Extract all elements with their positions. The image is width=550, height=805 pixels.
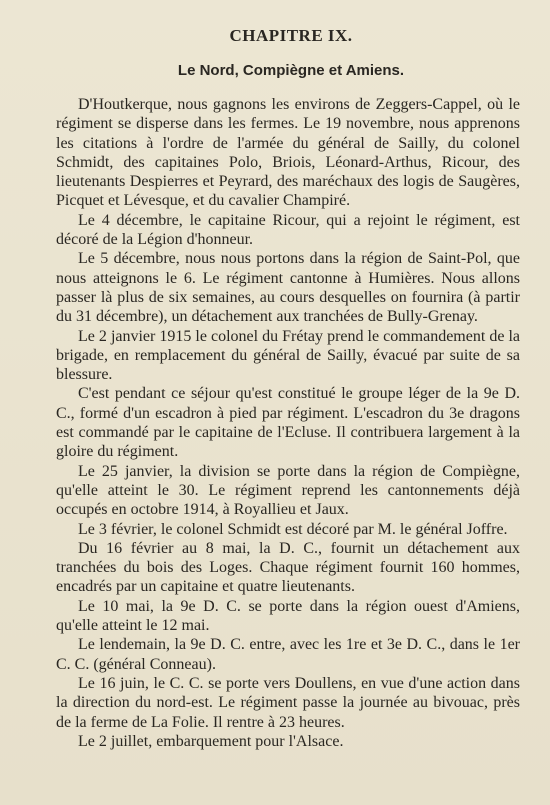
section-title: Le Nord, Compiègne et Amiens.: [177, 62, 405, 79]
chapter-body: [56, 95, 520, 751]
paragraph: Le 3 février, le colonel Schmidt est décoré par M. le général Joffre.: [78, 520, 508, 538]
paragraph: Du 16 février au 8 mai, la D. C., fournit un détachement aux tranchées du bois des Loges. Chaque régiment fournit 160 hommes, encadrés par un capitaine et quatre lieutenants.: [56, 539, 520, 596]
paragraph: Le 2 juillet, embarquement pour l'Alsace.: [78, 732, 344, 750]
paragraph: Le 25 janvier, la division se porte dans la région de Compiègne, qu'elle atteint le 30. Le régiment reprend les cantonnements déjà occupés en octobre 1914, à Royallieu et Jaux.: [56, 462, 520, 519]
paragraph: C'est pendant ce séjour qu'est constitué le groupe léger de la 9e D. C., formé d'un escadron à pied par régiment. L'escadron du 3e dragons est commandé par le capitaine de l'Ecluse. Il contribuera largement à la gloire du régiment.: [56, 385, 520, 461]
paragraph: Le 10 mai, la 9e D. C. se porte dans la région ouest d'Amiens, qu'elle atteint le 12 mai.: [56, 597, 520, 635]
paragraph: Le 2 janvier 1915 le colonel du Frétay prend le commandement de la brigade, en remplacement du général de Sailly, évacué par suite de sa blessure.: [56, 327, 520, 384]
paragraph: D'Houtkerque, nous gagnons les environs de Zeggers-Cappel, où le régiment se disperse dans les fermes. Le 19 novembre, nous apprenons les citations à l'ordre de l'armée du général de Sailly, du colonel Schmidt, des capitaines Polo, Briois, Léonard-Arthus, Ricour, des lieutenants Despierres et Peyrard, des maréchaux des logis de Saugères, Picquet et Lévesque, et du cavalier Champiré.: [56, 96, 520, 210]
chapter-title: CHAPITRE IX.: [229, 26, 353, 45]
paragraph: Le 5 décembre, nous nous portons dans la région de Saint-Pol, que nous atteignons le 6. Le régiment cantonne à Humières. Nous allons passer là plus de six semaines, au cours desquelles on fournira (à partir du 31 décembre), un détachement aux tranchées de Bully-Grenay.: [56, 250, 520, 326]
paragraph: Le lendemain, la 9e D. C. entre, avec les 1re et 3e D. C., dans le 1er C. C. (général Conneau).: [56, 636, 520, 673]
paragraph: Le 16 juin, le C. C. se porte vers Doullens, en vue d'une action dans la direction du nord-est. Le régiment passe la journée au bivouac, près de la ferme de La Folie. Il rentre à 23 heures.: [56, 674, 520, 731]
paragraph: Le 4 décembre, le capitaine Ricour, qui a rejoint le régiment, est décoré de la Légion d'honneur.: [56, 211, 520, 249]
